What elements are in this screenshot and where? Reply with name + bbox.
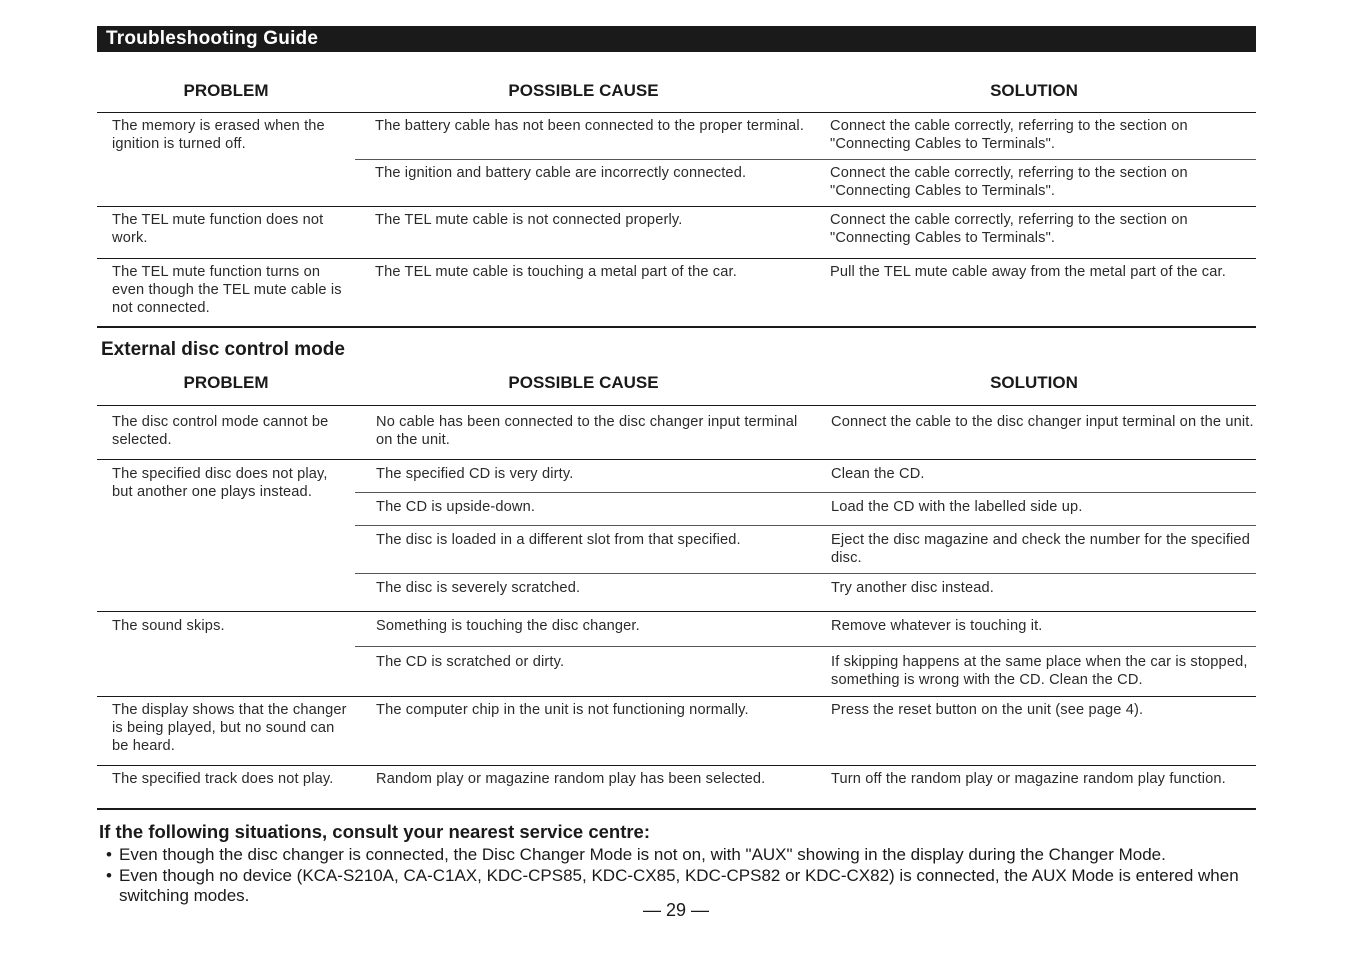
problem-cell: The memory is erased when the ignition is turned off.: [97, 112, 355, 206]
solution-cell: Remove whatever is touching it.: [812, 611, 1256, 646]
problem-cell: The sound skips.: [97, 611, 355, 696]
table-row: [97, 112, 1256, 159]
solution-cell: Connect the cable to the disc changer input terminal on the unit.: [812, 405, 1256, 459]
solution-cell: Connect the cable correctly, referring to the section on "Connecting Cables to Terminals".: [812, 112, 1256, 159]
bullet-icon: •: [106, 865, 112, 885]
table-row: [97, 258, 1256, 327]
consult-list: [97, 845, 1256, 907]
solution-cell: Connect the cable correctly, referring to the section on "Connecting Cables to Terminals".: [812, 159, 1256, 206]
cause-cell: The disc is severely scratched.: [355, 573, 812, 611]
page-title: Troubleshooting Guide: [97, 26, 1256, 52]
cause-cell: The TEL mute cable is touching a metal part of the car.: [355, 258, 812, 327]
troubleshooting-table: [97, 71, 1256, 328]
cause-cell: Random play or magazine random play has been selected.: [355, 765, 812, 809]
table-row: [97, 765, 1256, 809]
column-header-cause: POSSIBLE CAUSE: [355, 361, 812, 405]
cause-cell: The ignition and battery cable are incorrectly connected.: [355, 159, 812, 206]
cause-cell: No cable has been connected to the disc changer input terminal on the unit.: [355, 405, 812, 459]
solution-cell: If skipping happens at the same place when the car is stopped, something is wrong with the CD. Clean the CD.: [812, 646, 1256, 696]
solution-cell: Connect the cable correctly, referring to the section on "Connecting Cables to Terminals".: [812, 206, 1256, 258]
column-header-problem: PROBLEM: [97, 361, 355, 405]
table-row: [97, 405, 1256, 459]
external-disc-table: [97, 361, 1256, 810]
cause-cell: The battery cable has not been connected to the proper terminal.: [355, 112, 812, 159]
problem-cell: The display shows that the changer is being played, but no sound can be heard.: [97, 696, 355, 765]
list-item-text: Even though the disc changer is connected, the Disc Changer Mode is not on, with "AUX" showing in the display during the Changer Mode.: [119, 845, 1166, 864]
consult-heading: If the following situations, consult your nearest service centre:: [99, 821, 651, 842]
column-header-solution: SOLUTION: [812, 361, 1256, 405]
problem-cell: The specified disc does not play, but another one plays instead.: [97, 459, 355, 611]
manual-page: [97, 26, 1256, 907]
table-row: [97, 611, 1256, 646]
solution-cell: Turn off the random play or magazine random play function.: [812, 765, 1256, 809]
table-row: [97, 206, 1256, 258]
solution-cell: Pull the TEL mute cable away from the metal part of the car.: [812, 258, 1256, 327]
table-row: [97, 696, 1256, 765]
column-header-solution: SOLUTION: [812, 71, 1256, 112]
list-item-text: Even though no device (KCA-S210A, CA-C1AX, KDC-CPS85, KDC-CX85, KDC-CPS82 or KDC-CX82) is connected, the AUX Mode is entered when switching modes.: [119, 865, 1239, 905]
list-item: [97, 845, 1256, 866]
cause-cell: The TEL mute cable is not connected properly.: [355, 206, 812, 258]
cause-cell: The CD is upside-down.: [355, 492, 812, 525]
page-number: — 29 —: [642, 900, 710, 920]
problem-cell: The specified track does not play.: [97, 765, 355, 809]
cause-cell: Something is touching the disc changer.: [355, 611, 812, 646]
problem-cell: The TEL mute function does not work.: [97, 206, 355, 258]
cause-cell: The specified CD is very dirty.: [355, 459, 812, 492]
cause-cell: The computer chip in the unit is not functioning normally.: [355, 696, 812, 765]
solution-cell: Press the reset button on the unit (see page 4).: [812, 696, 1256, 765]
cause-cell: The disc is loaded in a different slot from that specified.: [355, 525, 812, 573]
cause-cell: The CD is scratched or dirty.: [355, 646, 812, 696]
bullet-icon: •: [106, 845, 112, 864]
column-header-problem: PROBLEM: [97, 71, 355, 112]
column-header-cause: POSSIBLE CAUSE: [355, 71, 812, 112]
section-heading: External disc control mode: [101, 339, 345, 360]
problem-cell: The TEL mute function turns on even though the TEL mute cable is not connected.: [97, 258, 355, 327]
table-row: [97, 459, 1256, 492]
solution-cell: Try another disc instead.: [812, 573, 1256, 611]
solution-cell: Load the CD with the labelled side up.: [812, 492, 1256, 525]
solution-cell: Eject the disc magazine and check the number for the specified disc.: [812, 525, 1256, 573]
solution-cell: Clean the CD.: [812, 459, 1256, 492]
problem-cell: The disc control mode cannot be selected.: [97, 405, 355, 459]
